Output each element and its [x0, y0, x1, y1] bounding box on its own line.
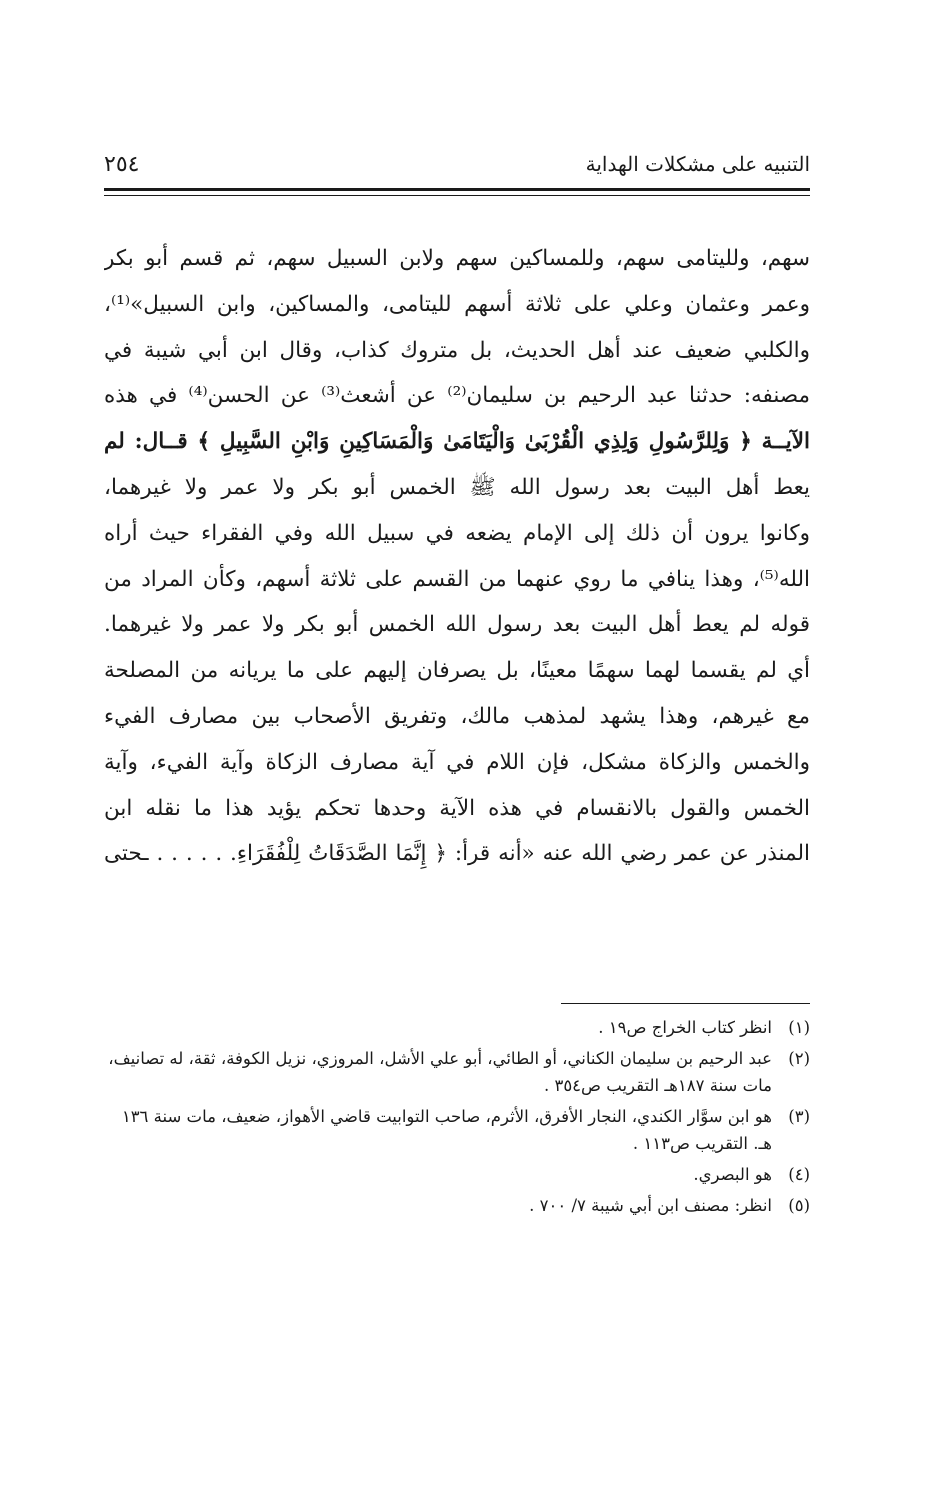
- text-line: الخمس والقول بالانقسام في هذه الآية وحدها تحكم يؤيد هذا ما نقله ابن: [104, 795, 810, 821]
- footnote-number: (٥): [788, 1196, 810, 1215]
- footnotes: [104, 1014, 810, 1223]
- footnote-text: هو ابن سوَّار الكندي، النجار الأفرق، الأثرم، صاحب التوابيت قاضي الأهواز، ضعيف، مات سنة ١٣٦ هـ. التقريب ص١١٣ .: [121, 1107, 772, 1153]
- text-line: وعمر وعثمان وعلي على ثلاثة أسهم لليتامى، والمساكين، وابن السبيل»⁽¹⁾،: [104, 291, 810, 317]
- footnote-separator: [561, 1003, 810, 1004]
- footnote-number: (١): [788, 1018, 810, 1037]
- footnote-number: (٤): [788, 1165, 810, 1184]
- footnote-number: (٣): [788, 1107, 810, 1126]
- text-line: والخمس والزكاة مشكل، فإن اللام في آية مصارف الزكاة وآية الفيء، وآية: [104, 749, 810, 775]
- text-line: الله⁽⁵⁾، وهذا ينافي ما روي عنهما من القسم على ثلاثة أسهم، وكأن المراد من: [104, 566, 810, 592]
- footnote-number: (٢): [788, 1049, 810, 1068]
- text-line: الآيــة ﴿ وَلِلرَّسُولِ وَلِذِي الْقُرْبَىٰ وَالْيَتَامَىٰ وَالْمَسَاكِينِ وَابْنِ السَّبِيلِ ﴾ قــال: لم: [104, 429, 810, 455]
- page-header: [104, 150, 810, 190]
- footnote-text: انظر: مصنف ابن أبي شيبة ٧/ ٧٠٠ .: [529, 1196, 772, 1215]
- text-line: مع غيرهم، وهذا يشهد لمذهب مالك، وتفريق الأصحاب بين مصارف الفيء: [104, 703, 810, 729]
- text-line: أي لم يقسما لهما سهمًا معينًا، بل يصرفان إليهم على ما يريانه من المصلحة: [104, 658, 810, 684]
- text-line: يعط أهل البيت بعد رسول الله ﷺ الخمس أبو بكر ولا عمر ولا غيرهما،: [104, 474, 810, 500]
- footnote-1: [104, 1014, 810, 1041]
- text-line: وكانوا يرون أن ذلك إلى الإمام يضعه في سبيل الله وفي الفقراء حيث أراه: [104, 520, 810, 546]
- text-line: والكلبي ضعيف عند أهل الحديث، بل متروك كذاب، وقال ابن أبي شيبة في: [104, 337, 810, 363]
- footnote-text: عبد الرحيم بن سليمان الكناني، أو الطائي، أبو علي الأشل، المروزي، نزيل الكوفة، ثقة، له تصانيف، مات سنة ١٨٧هـ التقريب ص٣٥٤ .: [108, 1049, 772, 1095]
- running-title: التنبيه على مشكلات الهداية: [585, 152, 810, 176]
- header-rule-thick: [104, 188, 810, 191]
- footnote-text: هو البصري.: [693, 1165, 772, 1184]
- text-line: سهم، ولليتامى سهم، وللمساكين سهم ولابن السبيل سهم، ثم قسم أبو بكر: [104, 246, 810, 271]
- footnote-4: [104, 1161, 810, 1188]
- header-rule-thin: [104, 195, 810, 196]
- footnote-text: انظر كتاب الخراج ص١٩ .: [598, 1018, 772, 1037]
- footnote-3: [104, 1103, 810, 1157]
- text-line: قوله لم يعط أهل البيت بعد رسول الله الخمس أبو بكر ولا عمر ولا غيرهما.: [104, 612, 810, 638]
- footnote-5: [104, 1192, 810, 1219]
- main-text: [104, 236, 810, 877]
- page-number: ٢٥٤: [104, 152, 140, 177]
- text-line: مصنفه: حدثنا عبد الرحيم بن سليمان⁽²⁾ عن أشعث⁽³⁾ عن الحسن⁽⁴⁾ في هذه: [104, 383, 810, 409]
- text-line: المنذر عن عمر رضي الله عنه «أنه قرأ: ﴿ إِنَّمَا الصَّدَقَاتُ لِلْفُقَرَاءِ. . . . . . ـحتى: [104, 841, 810, 867]
- footnote-2: [104, 1045, 810, 1099]
